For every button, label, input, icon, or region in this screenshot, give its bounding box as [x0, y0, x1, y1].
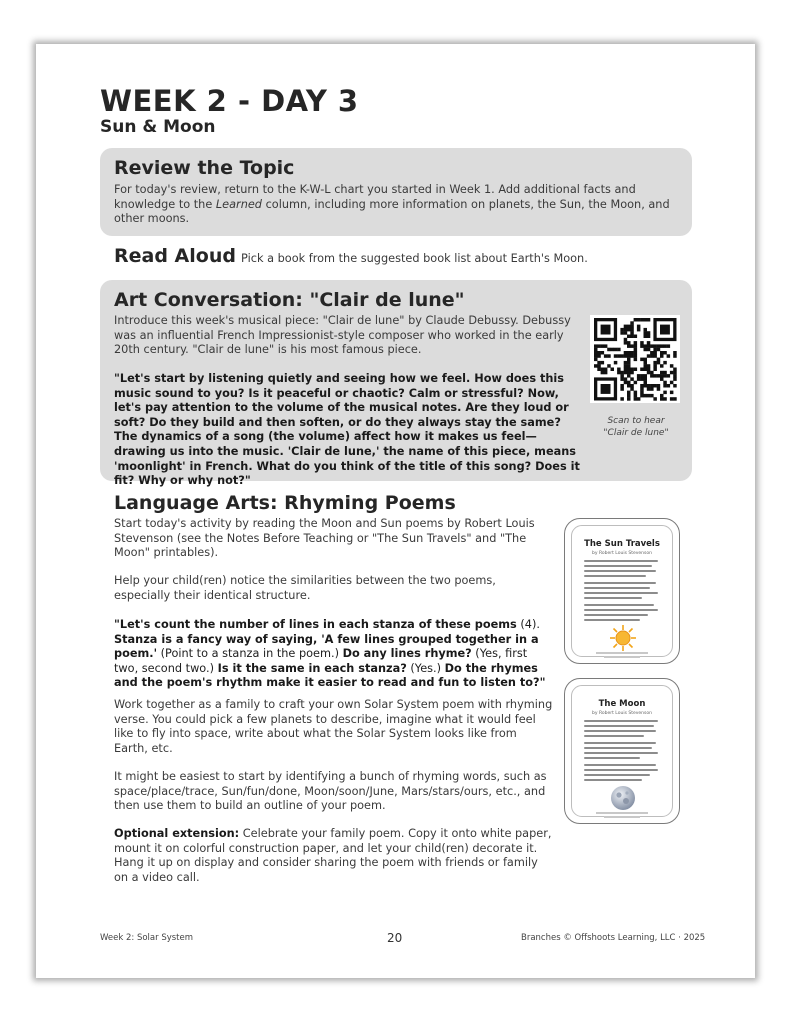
- read-aloud-text: Pick a book from the suggested book list about Earth's Moon.: [241, 252, 588, 265]
- review-topic-box: [100, 148, 692, 236]
- language-arts-intro: Start today's activity by reading the Moon and Sun poems by Robert Louis Stevenson (see the Notes Before Teaching or "The Sun Travels" and "The Moon" printables).: [114, 517, 535, 560]
- worksheet-page: [36, 44, 755, 978]
- page-title: WEEK 2 - DAY 3: [100, 84, 359, 118]
- read-aloud-heading: Read Aloud: [114, 245, 236, 267]
- extension-label: Optional extension:: [114, 827, 240, 840]
- moon-icon: [609, 784, 637, 812]
- sun-travels-title: The Sun Travels: [584, 539, 660, 549]
- language-arts-extension: Optional extension: Celebrate your family poem. Copy it onto white paper, mount it on colorful construction paper, and let your child(ren) decorate it. Hang it up on display and consider sharing the poem with friends or family on a video call.: [114, 827, 552, 884]
- sun-travels-printable-thumbnail[interactable]: [564, 518, 680, 664]
- page-subtitle: Sun & Moon: [100, 117, 216, 137]
- page-number: 20: [387, 931, 403, 945]
- footer-week-label: Week 2: Solar System: [100, 933, 194, 943]
- language-arts-rhyming-tip: It might be easiest to start by identifying a bunch of rhyming words, such as space/place/trace, Sun/fun/done, Moon/soon/June, Mars/stars/ours, etc., and then use them to build an outline of your poem.: [114, 770, 547, 813]
- moon-title: The Moon: [598, 699, 646, 709]
- review-heading: Review the Topic: [114, 157, 295, 179]
- art-heading: Art Conversation: "Clair de lune": [114, 289, 465, 311]
- art-discussion-quote: "Let's start by listening quietly and seeing how we feel. How does this music sound to you? Is it peaceful or chaotic? Calm or stressful? Now, let's pay attention to the volume of the musical notes. Are they loud or soft? Do they build and then soften, or do they always stay the same? The dynamics of a song (the volume) affect how it makes us feel—drawing us into the music. 'Clair de lune,' the name of this piece, means 'moonlight' in French. What do you think of the title of this song? Does it fit? Why or why not?": [114, 372, 580, 488]
- review-italic-term: Learned: [215, 197, 262, 211]
- sun-icon: [609, 624, 637, 652]
- art-intro: Introduce this week's musical piece: "Clair de lune" by Claude Debussy. Debussy was an influential French Impressionist-style composer who worked in the early 20th century. "Clair de lune" is his most famous piece.: [114, 314, 571, 357]
- qr-code-icon: [590, 315, 680, 403]
- moon-printable-thumbnail[interactable]: [564, 678, 680, 824]
- language-arts-activity: Work together as a family to craft your own Solar System poem with rhyming verse. You could pick a few planets to describe, imagine what it would feel like to fly into space, write about what the Solar System looks like from Earth, etc.: [114, 698, 553, 755]
- language-arts-discussion: "Let's count the number of lines in each stanza of these poems (4). Stanza is a fancy way of saying, 'A few lines grouped together in a poem.' (Point to a stanza in the poem.) Do any lines rhyme? (Yes, first two, second two.) Is it the same in each stanza? (Yes.) Do the rhymes and the poem's rhythm make it easier to read and fun to listen to?": [114, 618, 546, 690]
- qr-code[interactable]: [590, 315, 680, 403]
- footer-copyright: Branches © Offshoots Learning, LLC · 2025: [521, 933, 706, 943]
- qr-caption: Scan to hear "Clair de lune": [603, 416, 669, 438]
- sun-travels-author: by Robert Louis Stevenson: [592, 551, 652, 556]
- moon-author: by Robert Louis Stevenson: [592, 711, 652, 716]
- read-aloud-section: [114, 245, 694, 267]
- language-arts-similarities: Help your child(ren) notice the similarities between the two poems, especially their identical structure.: [114, 574, 496, 602]
- language-arts-heading: Language Arts: Rhyming Poems: [114, 492, 456, 514]
- review-text: For today's review, return to the K-W-L chart you started in Week 1. Add additional facts and knowledge to the Learned column, including more information on planets, the Sun, the Moon, and other moons.: [114, 183, 670, 226]
